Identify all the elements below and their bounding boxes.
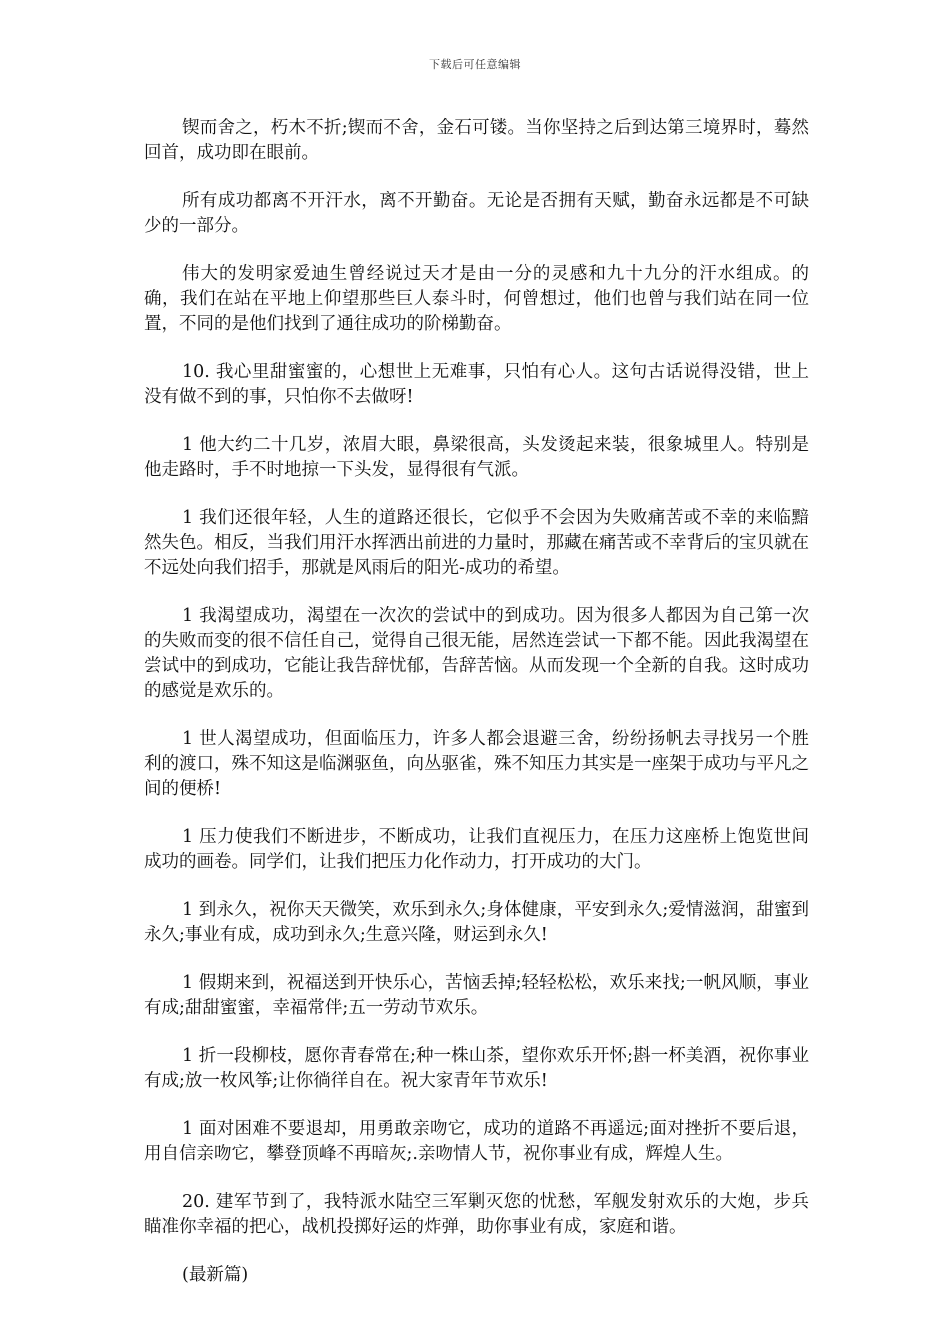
document-body xyxy=(144,116,809,1311)
paragraph: 1 世人渴望成功，但面临压力，许多人都会退避三舍，纷纷扬帆去寻找另一个胜利的渡口，殊不知这是临渊驱鱼，向丛驱雀，殊不知压力其实是一座架于成功与平凡之间的便桥! xyxy=(144,729,809,799)
paragraph: 1 压力使我们不断进步，不断成功，让我们直视压力，在压力这座桥上饱览世间成功的画卷。同学们，让我们把压力化作动力，打开成功的大门。 xyxy=(144,827,809,872)
page-header: 下载后可任意编辑 xyxy=(429,58,521,71)
paragraph: 锲而舍之，朽木不折;锲而不舍，金石可镂。当你坚持之后到达第三境界时，蓦然回首，成功即在眼前。 xyxy=(144,118,809,163)
paragraph: 10. 我心里甜蜜蜜的，心想世上无难事，只怕有心人。这句古话说得没错，世上没有做不到的事，只怕你不去做呀! xyxy=(144,362,809,407)
paragraph: 1 我渴望成功，渴望在一次次的尝试中的到成功。因为很多人都因为自己第一次的失败而变的很不信任自己，觉得自己很无能，居然连尝试一下都不能。因此我渴望在尝试中的到成功，它能让我告辞忧郁，告辞苦恼。从而发现一个全新的自我。这时成功的感觉是欢乐的。 xyxy=(144,606,809,701)
paragraph: 1 折一段柳枝，愿你青春常在;种一株山茶，望你欢乐开怀;斟一杯美酒，祝你事业有成;放一枚风筝;让你徜徉自在。祝大家青年节欢乐! xyxy=(144,1046,809,1091)
paragraph: 伟大的发明家爱迪生曾经说过天才是由一分的灵感和九十九分的汗水组成。的确，我们在站在平地上仰望那些巨人泰斗时，何曾想过，他们也曾与我们站在同一位置，不同的是他们找到了通往成功的阶梯勤奋。 xyxy=(144,264,809,334)
paragraph: 1 假期来到，祝福送到开快乐心，苦恼丢掉;轻轻松松，欢乐来找;一帆风顺，事业有成;甜甜蜜蜜，幸福常伴;五一劳动节欢乐。 xyxy=(144,973,809,1018)
paragraph: 1 他大约二十几岁，浓眉大眼，鼻梁很高，头发烫起来装，很象城里人。特别是他走路时，手不时地掠一下头发，显得很有气派。 xyxy=(144,435,809,480)
paragraph: 20. 建军节到了，我特派水陆空三军剿灭您的忧愁，军舰发射欢乐的大炮，步兵瞄准你幸福的把心，战机投掷好运的炸弹，助你事业有成，家庭和谐。 xyxy=(144,1192,809,1237)
paragraph: 所有成功都离不开汗水，离不开勤奋。无论是否拥有天赋，勤奋永远都是不可缺少的一部分。 xyxy=(144,191,809,236)
paragraph: 1 到永久，祝你天天微笑，欢乐到永久;身体健康，平安到永久;爱情滋润，甜蜜到永久;事业有成，成功到永久;生意兴隆，财运到永久! xyxy=(144,900,809,945)
paragraph: 1 我们还很年轻，人生的道路还很长，它似乎不会因为失败痛苦或不幸的来临黯然失色。相反，当我们用汗水挥洒出前进的力量时，那藏在痛苦或不幸背后的宝贝就在不远处向我们招手，那就是风雨后的阳光-成功的希望。 xyxy=(144,508,809,578)
paragraph: (最新篇) xyxy=(182,1265,249,1285)
paragraph: 1 面对困难不要退却，用勇敢亲吻它，成功的道路不再遥远;面对挫折不要后退，用自信亲吻它，攀登顶峰不再暗灰;.亲吻情人节，祝你事业有成，辉煌人生。 xyxy=(144,1119,809,1164)
